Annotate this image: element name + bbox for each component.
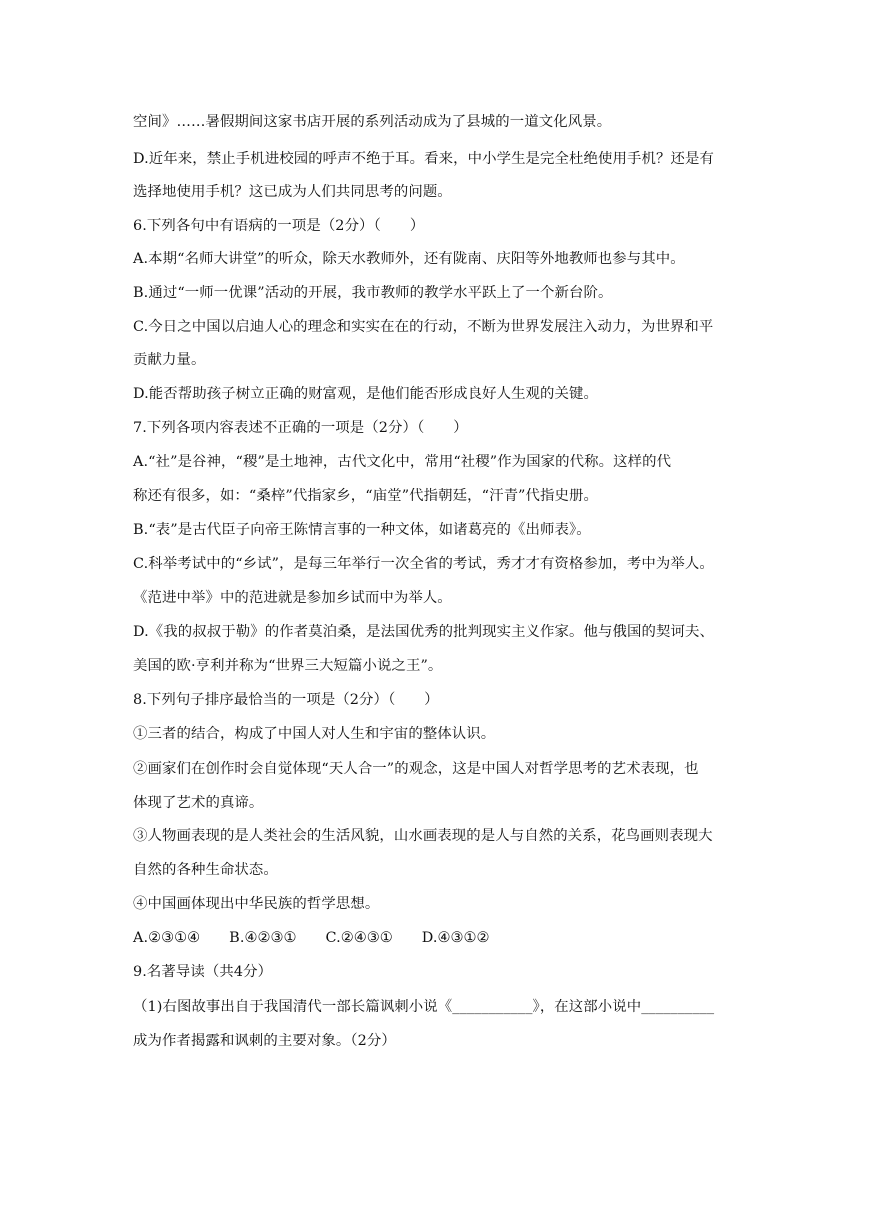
text-line: 《范进中举》中的范进就是参加乡试而中为举人。: [133, 590, 452, 606]
option-b: B.“表”是古代臣子向帝王陈情言事的一种文体，如诸葛亮的《出师表》。: [133, 522, 591, 538]
question-6-stem: 6.下列各句中有语病的一项是（2分）（ ）: [133, 218, 425, 234]
question-9-part-1: （1)右图故事出自于我国清代一部长篇讽刺小说《___________》，在这部小说中__________: [133, 999, 715, 1015]
option-a: A.本期“名师大讲堂”的听众，除天水教师外，还有陇南、庆阳等外地教师也参与其中。: [133, 251, 685, 267]
text-line: 称还有很多，如：“桑梓”代指家乡，“庙堂”代指朝廷，“汗青”代指史册。: [133, 488, 598, 504]
question-8-stem: 8.下列句子排序最恰当的一项是（2分）（ ）: [133, 692, 439, 708]
sentence-3: ③人物画表现的是人类社会的生活风貌，山水画表现的是人与自然的关系，花鸟画则表现大: [133, 828, 713, 844]
question-7-stem: 7.下列各项内容表述不正确的一项是（2分）（ ）: [133, 420, 468, 436]
text-line: 成为作者揭露和讽刺的主要对象。（2分）: [133, 1033, 396, 1049]
option-a: A.“社”是谷神，“稷”是土地神，古代文化中，常用“社稷”作为国家的代称。这样的代: [133, 454, 672, 470]
text-line: D.近年来，禁止手机进校园的呼声不绝于耳。看来，中小学生是完全杜绝使用手机？还是有: [133, 151, 714, 167]
sentence-1: ①三者的结合，构成了中国人对人生和宇宙的整体认识。: [133, 726, 496, 742]
option-d: D.能否帮助孩子树立正确的财富观，是他们能否形成良好人生观的关键。: [133, 386, 599, 402]
option-c: C.今日之中国以启迪人心的理念和实实在在的行动，不断为世界发展注入动力，为世界和平: [133, 319, 714, 335]
question-9-stem: 9.名著导读（共4分）: [133, 964, 273, 980]
option-c: C.科举考试中的“乡试”，是每三年举行一次全省的考试，秀才才有资格参加，考中为举人。: [133, 556, 714, 572]
text-line: 贡献力量。: [133, 352, 206, 368]
option-b: B.通过“一师一优课”活动的开展，我市教师的教学水平跃上了一个新台阶。: [133, 285, 613, 301]
text-line: 自然的各种生命状态。: [133, 862, 278, 878]
option-d: D.《我的叔叔于勒》的作者莫泊桑，是法国优秀的批判现实主义作家。他与俄国的契诃夫、: [133, 624, 714, 640]
question-8-options: A.②③①④ B.④②③① C.②④③① D.④③①②: [133, 930, 490, 946]
sentence-2: ②画家们在创作时会自觉体现“天人合一”的观念，这是中国人对哲学思考的艺术表现，也: [133, 761, 699, 777]
text-line: 选择地使用手机？这已成为人们共同思考的问题。: [133, 184, 452, 200]
sentence-4: ④中国画体现出中华民族的哲学思想。: [133, 896, 380, 912]
text-line: 体现了艺术的真谛。: [133, 795, 264, 811]
text-line: 空间》……暑假期间这家书店开展的系列活动成为了县城的一道文化风景。: [133, 114, 612, 130]
text-line: 美国的欧·亨利并称为“世界三大短篇小说之王”。: [133, 658, 443, 674]
